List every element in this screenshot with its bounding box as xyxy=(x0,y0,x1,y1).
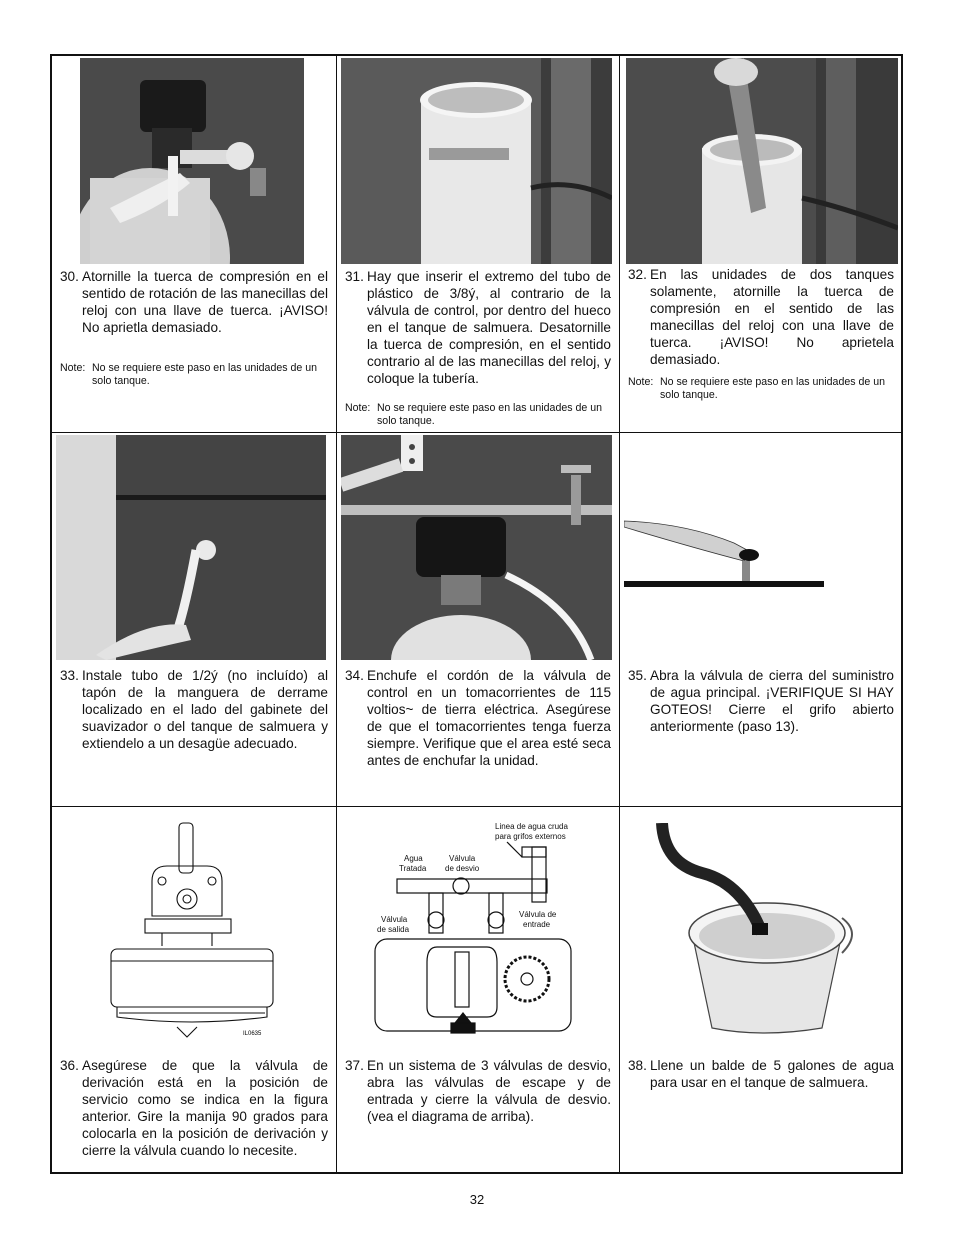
svg-text:Válvula: Válvula xyxy=(449,854,476,863)
svg-text:entrade: entrade xyxy=(523,920,551,929)
step-36-text: 36. Asegúrese de que la válvula de derivación está en la posición de servicio como se indica en la figura anterior. Gire la manija 90 grados para colocarla en la posición de derivación y cierre la válvula cuando lo necesite. xyxy=(60,1058,328,1158)
step-37-text: 37. En un sistema de 3 válvulas de desvio, abra las válvulas de escape y de entrada y cierre la válvula de desvio. (vea el diagrama de arriba). xyxy=(345,1058,611,1124)
step-33-text: 33. Instale tubo de 1/2ý (no incluído) al tapón de la manguera de derrame localizado en el lado del gabinete del suavizador o del tanque de salmuera y extiendelo a un desagüe adecuado. xyxy=(60,668,328,751)
svg-text:Válvula: Válvula xyxy=(381,915,408,924)
svg-text:Linea de agua cruda: Linea de agua cruda xyxy=(495,822,568,831)
step-cell-35 xyxy=(620,433,901,807)
step-cell-32 xyxy=(620,56,901,433)
svg-text:de desvio: de desvio xyxy=(445,864,480,873)
svg-text:para grifos externos: para grifos externos xyxy=(495,832,566,841)
svg-text:Tratada: Tratada xyxy=(399,864,427,873)
step-35-text: 35. Abra la válvula de cierra del suministro de agua principal. ¡VERIFIQUE SI HAY GOTEOS! Cierre el grifo abierto anteriormente (paso 13). xyxy=(628,668,894,734)
svg-text:Agua: Agua xyxy=(404,854,423,863)
step-cell-33 xyxy=(52,433,337,807)
step-cell-37 xyxy=(337,807,620,1172)
step-31-text: 31. Hay que inserir el extremo del tubo de plástico de 3/8ý, al contrario de la válvula de control, por dentro del hueco en el tanque de salmuera. Desatornille la tuerca de compresión, en el sentido contrario al de las manecillas del reloj, y coloque la tubería. xyxy=(345,269,611,386)
step-32-text: 32. En las unidades de dos tanques solamente, atornille la tuerca de compresión en el sentido de las manecillas del reloj con una llave de tuerca. ¡AVISO! No aprietela demasiado. xyxy=(628,267,894,367)
step-cell-30 xyxy=(52,56,337,433)
photo-plastic-tube-brine-tank xyxy=(341,58,612,264)
photo-main-water-valve xyxy=(624,513,824,623)
step-number: 38. xyxy=(628,1058,647,1073)
step-38-text: 38. Llene un balde de 5 galones de agua para usar en el tanque de salmuera. xyxy=(628,1058,894,1090)
photo-compression-nut-wrench xyxy=(80,58,304,264)
bypass-valve-diagram xyxy=(107,821,277,1046)
step-cell-31 xyxy=(337,56,620,433)
photo-drain-hose xyxy=(56,435,326,660)
step-number: 30. xyxy=(60,269,79,284)
step-cell-36 xyxy=(52,807,337,1172)
step-cell-34 xyxy=(337,433,620,807)
step-number: 31. xyxy=(345,269,364,284)
step-number: 37. xyxy=(345,1058,364,1073)
step-number: 33. xyxy=(60,668,79,683)
step-32-note: Note: No se requiere este paso en las unidades de un solo tanque. xyxy=(628,376,885,401)
photo-two-tank-nut-wrench xyxy=(626,58,898,264)
step-cell-38 xyxy=(620,807,901,1172)
step-number: 35. xyxy=(628,668,647,683)
step-number: 34. xyxy=(345,668,364,683)
three-valve-bypass-diagram xyxy=(367,817,597,1045)
instruction-grid xyxy=(50,54,903,1174)
step-34-text: 34. Enchufe el cordón de la válvula de control en un tomacorrientes de 115 voltios~ de tierra eléctrica. Asegúrese de que el tomacorrientes tenga fuerza siempre. Verifique que el area esté seca antes de enchufar la unidad. xyxy=(345,668,611,768)
step-30-text: 30. Atornille la tuerca de compresión en el sentido de rotación de las manecillas del reloj con una llave de tuerca. ¡AVISO! No aprietla demasiado. xyxy=(60,269,328,335)
step-30-note: Note: No se requiere este paso en las unidades de un solo tanque. xyxy=(60,362,317,387)
svg-text:de salida: de salida xyxy=(377,925,410,934)
page-number: 32 xyxy=(469,1192,485,1207)
svg-text:Válvula de: Válvula de xyxy=(519,910,557,919)
photo-plug-cord xyxy=(341,435,612,660)
photo-bucket-hose xyxy=(652,823,872,1043)
step-number: 36. xyxy=(60,1058,79,1073)
step-31-note: Note: No se requiere este paso en las unidades de un solo tanque. xyxy=(345,402,602,427)
step-number: 32. xyxy=(628,267,647,282)
diagram-code: IL0635 xyxy=(243,1031,262,1037)
